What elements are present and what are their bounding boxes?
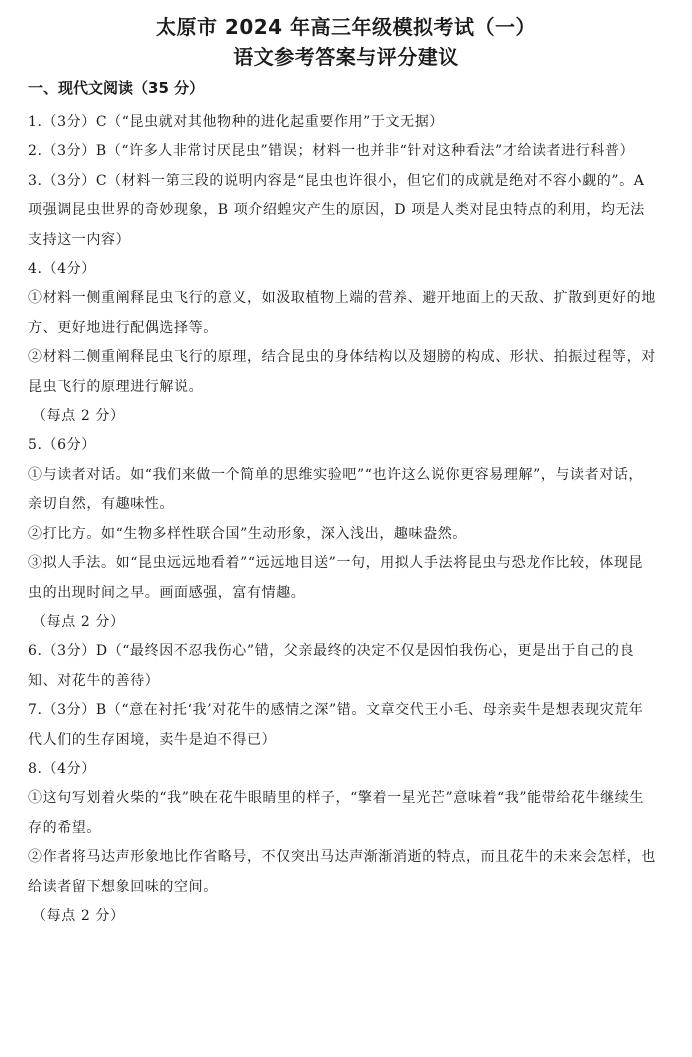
answer-q6: 6.（3分）D（“最终因不忍我伤心”错，父亲最终的决定不仅是因怕我伤心，更是出于自己的良知、对花牛的善待） [28, 643, 635, 689]
answer-q5-point1: ①与读者对话。如“我们来做一个简单的思维实验吧”“也许这么说你更容易理解”，与读者对话，亲切自然，有趣味性。 [28, 466, 644, 513]
answer-q8-point2: ②作者将马达声形象地比作省略号，不仅突出马达声渐渐消逝的特点，而且花牛的未来会怎样，也给读者留下想象回味的空间。 [28, 849, 656, 895]
answer-body [28, 108, 656, 931]
section-heading-modern-reading: 一、现代文阅读（35 分） [28, 79, 205, 97]
answer-q2: 2.（3分）B（“许多人非常讨厌昆虫”错误；材料一也并非“针对这种看法”才给读者进行科普） [28, 143, 635, 160]
answer-q5-point3: ③拟人手法。如“昆虫远远地看着”“远远地目送”一句，用拟人手法将昆虫与恐龙作比较，体现昆虫的出现时间之早。画面感强，富有情趣。 [28, 555, 644, 601]
scoring-note-q4: （每点 2 分） [32, 408, 125, 425]
answer-q8-head: 8.（4分） [28, 760, 96, 777]
answer-q4-point1: ①材料一侧重阐释昆虫飞行的意义，如汲取植物上端的营养、避开地面上的天敌、扩散到更好的地方、更好地进行配偶选择等。 [28, 290, 656, 336]
scoring-note-q5: （每点 2 分） [32, 613, 125, 630]
answer-q8-point1: ①这句写划着火柴的“我”映在花牛眼睛里的样子，“擎着一星光芒”意味着“我”能带给花牛继续生存的希望。 [28, 790, 644, 836]
answer-q5-point2: ②打比方。如“生物多样性联合国”生动形象，深入浅出，趣味盎然。 [28, 525, 467, 542]
scoring-note-q8: （每点 2 分） [32, 907, 125, 924]
answer-q7: 7.（3分）B（“意在衬托‘我’对花牛的感情之深”错。文章交代王小毛、母亲卖牛是想表现灾荒年代人们的生存困境，卖牛是迫不得已） [28, 702, 644, 748]
answer-q3: 3.（3分）C（材料一第三段的说明内容是“昆虫也许很小，但它们的成就是绝对不容小觑的”。A 项强调昆虫世界的奇妙现象，B 项介绍蝗灾产生的原因，D 项是人类对昆虫特点的利用，均无法支持这一内容） [28, 172, 645, 248]
answer-q5-head: 5.（6分） [28, 437, 96, 454]
answer-q4-head: 4.（4分） [28, 261, 96, 278]
answer-q1: 1.（3分）C（“昆虫就对其他物种的进化起重要作用”于文无据） [28, 114, 444, 130]
exam-title: 太原市 2024 年高三年级模拟考试（一） [155, 15, 537, 39]
answer-q4-point2: ②材料二侧重阐释昆虫飞行的原理，结合昆虫的身体结构以及翅膀的构成、形状、拍振过程等，对昆虫飞行的原理进行解说。 [28, 349, 656, 395]
document-subtitle: 语文参考答案与评分建议 [233, 45, 459, 69]
